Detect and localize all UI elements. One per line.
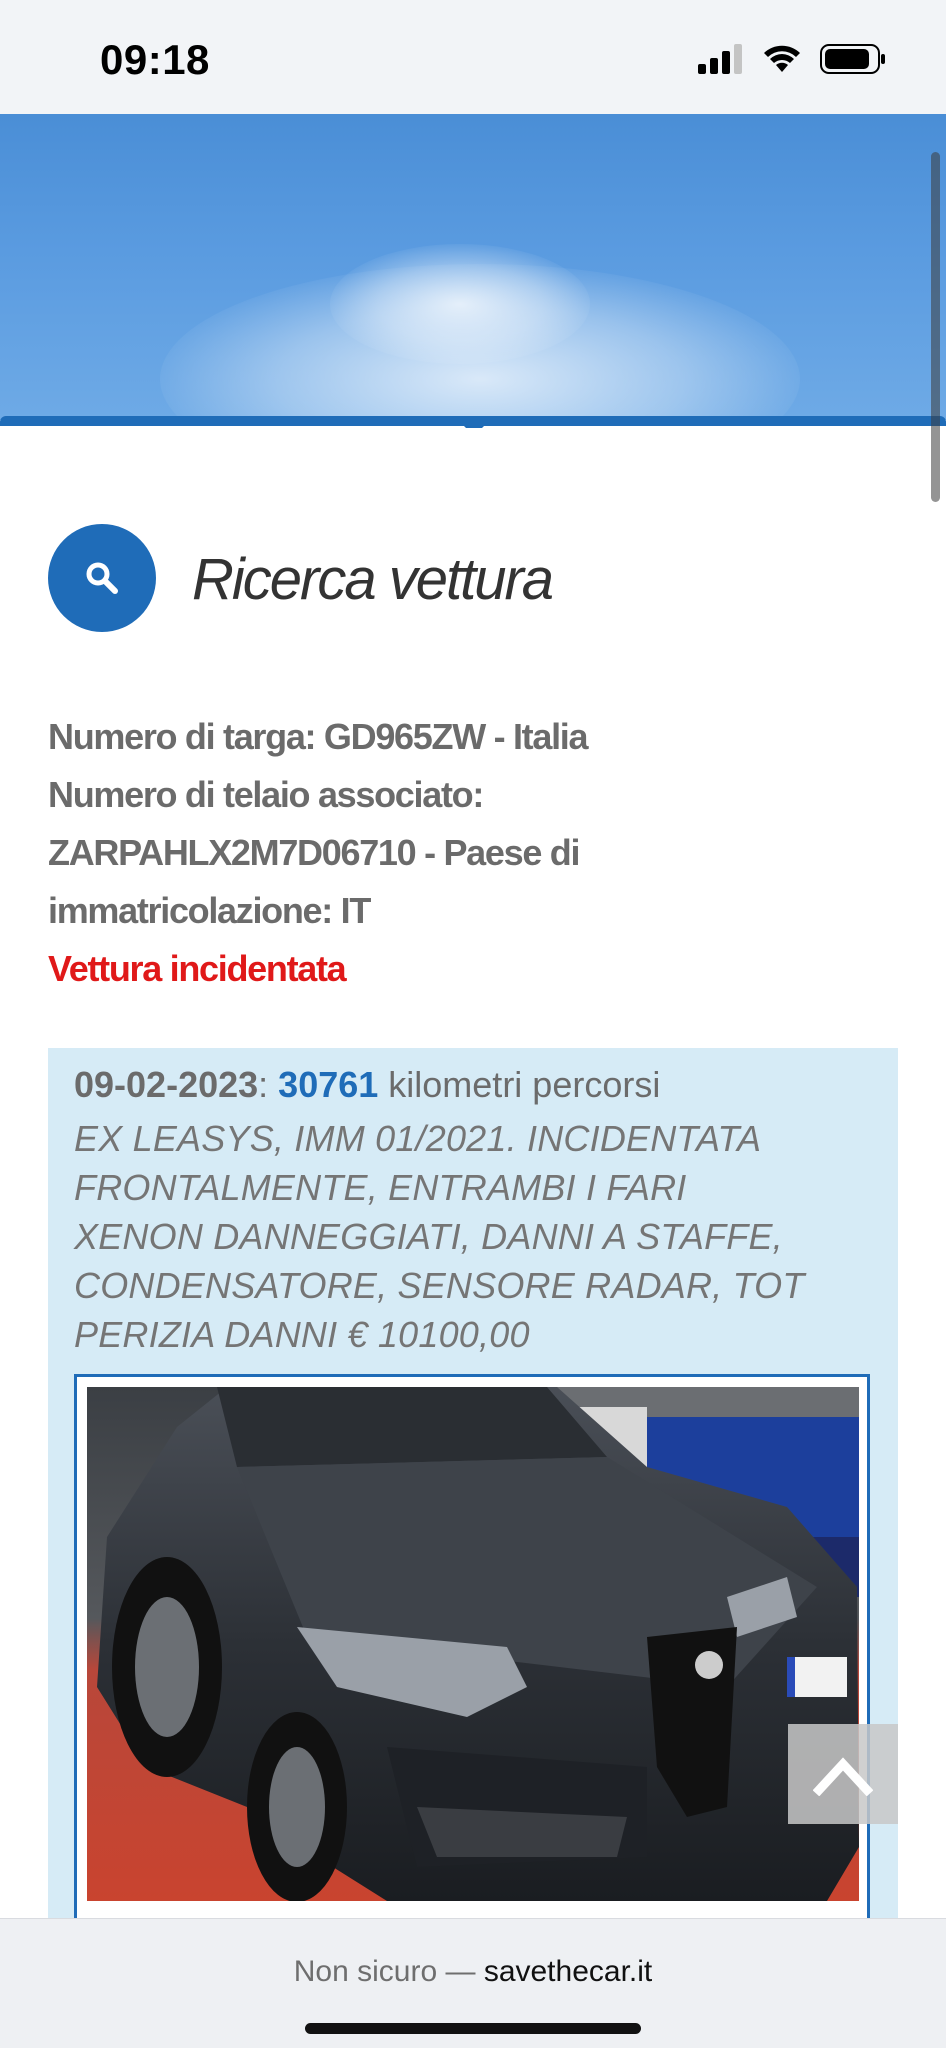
search-button[interactable] [48,524,156,632]
car-photo[interactable] [87,1387,859,1901]
entry-km-suffix: kilometri percorsi [378,1064,661,1105]
main-content [0,428,946,1918]
accident-alert: Vettura incidentata [48,948,346,989]
vehicle-info [48,708,908,998]
header-banner [0,114,946,420]
entry-description-line: XENON DANNEGGIATI, DANNI A STAFFE, [74,1216,783,1257]
home-indicator[interactable] [305,2023,641,2034]
url-display[interactable] [0,1955,946,1989]
security-label: Non sicuro — [293,1955,484,1988]
wifi-icon [762,44,802,79]
entry-description-line: EX LEASYS, IMM 01/2021. INCIDENTATA [74,1118,762,1159]
vin-label: Numero di telaio associato: [48,774,484,815]
page-scrollbar[interactable] [931,152,940,502]
history-entry [48,1048,898,1928]
status-icons [698,44,886,79]
cellular-signal-icon [698,44,744,79]
status-time: 09:18 [100,36,210,83]
banner-cloud [330,244,590,364]
entry-description-line: PERIZIA DANNI € 10100,00 [74,1314,530,1355]
browser-address-bar[interactable] [0,1918,946,2048]
entry-description-line: CONDENSATORE, SENSORE RADAR, TOT [74,1265,805,1306]
url-domain: savethecar.it [483,1955,653,1988]
page-title: Ricerca vettura [192,547,553,612]
vin-country-line: ZARPAHLX2M7D06710 - Paese di [48,832,580,873]
scroll-to-top-button[interactable] [788,1724,898,1824]
entry-header [74,1064,660,1106]
entry-date: 09-02-2023 [74,1064,259,1105]
entry-km: 30761 [278,1064,379,1105]
chevron-up-icon [813,1752,873,1796]
entry-description [74,1114,884,1359]
registration-line: immatricolazione: IT [48,890,371,931]
battery-icon [820,44,886,79]
status-bar [0,0,946,114]
entry-description-line: FRONTALMENTE, ENTRAMBI I FARI [74,1167,687,1208]
plate-line: Numero di targa: GD965ZW - Italia [48,716,588,757]
search-icon [84,560,120,596]
entry-separator: : [258,1064,279,1105]
car-photo-frame[interactable] [74,1374,870,1928]
